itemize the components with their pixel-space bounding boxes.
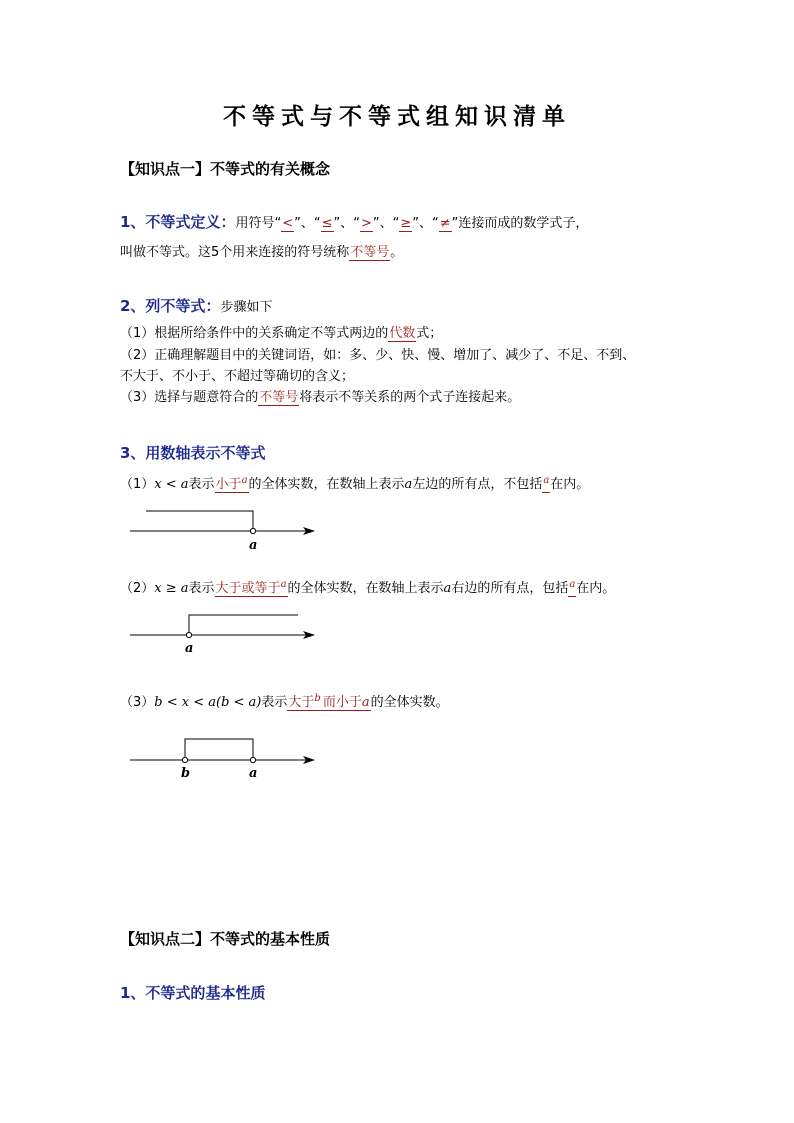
case-text: 表示: [188, 581, 215, 596]
variable-a: a: [280, 579, 287, 590]
period: 。: [390, 245, 404, 260]
definition-heading: 1、不等式定义：: [120, 213, 236, 231]
list-heading-tail: 步骤如下: [220, 300, 273, 315]
case-text: 在内。: [576, 581, 616, 596]
case-text: 表示: [261, 695, 288, 710]
list-item-text: （3）选择与题意符合的: [120, 390, 259, 405]
variable-b: b: [314, 693, 321, 704]
symbol-le: ≤: [321, 216, 333, 231]
blank-text: 小于: [215, 477, 242, 492]
case-3-formula: b < x < a: [154, 695, 216, 710]
definition-text-tail: ”连接而成的数学式子，: [451, 216, 589, 231]
variable-a: a: [543, 475, 550, 486]
number-line-3-label-a: a: [249, 766, 258, 781]
section-header-kp1: 【知识点一】不等式的有关概念: [120, 160, 331, 178]
symbol-ge: ≥: [400, 216, 412, 231]
case-2-formula: x ≥ a: [154, 581, 189, 596]
number-line-2-label-a: a: [185, 641, 194, 656]
number-line-heading: 3、用数轴表示不等式: [120, 444, 266, 462]
point-b: [182, 757, 187, 762]
list-item-text: 式；: [416, 326, 443, 341]
blank-text: 大于或等于: [215, 581, 281, 596]
list-item-2: （2）正确理解题目中的关键词语，如：多、少、快、慢、增加了、减少了、不足、不到、: [120, 348, 636, 363]
variable-a: a: [569, 579, 576, 590]
variable-a: a: [361, 695, 370, 710]
number-line-3: [130, 739, 314, 763]
case-text: 的全体实数，在数轴上表示: [248, 477, 405, 492]
separator: ”、“: [333, 216, 360, 231]
case-text: 的全体实数，在数轴上表示: [287, 581, 444, 596]
point-a: [250, 757, 255, 762]
list-item-text: （1）根据所给条件中的关系确定不等式两边的: [120, 326, 389, 341]
case-text: 右边的所有点，包括: [451, 581, 569, 596]
blank-text: 大于: [288, 695, 315, 710]
definition-text: 用符号“: [235, 216, 282, 231]
number-line-1-label-a: a: [249, 538, 258, 553]
blank-algebraic: 代数: [389, 326, 416, 341]
list-item-2-continued: 不大于、不小于、不超过等确切的含义；: [120, 369, 355, 384]
number-line-3-label-b: b: [181, 766, 191, 781]
separator: ”、“: [372, 216, 400, 231]
case-number: （3）: [120, 695, 155, 710]
list-item-text: 将表示不等关系的两个式子连接起来。: [299, 390, 521, 405]
symbol-lt: <: [282, 216, 294, 231]
symbol-ne: ≠: [439, 216, 451, 231]
case-1-formula: x < a: [154, 477, 189, 492]
definition-text-2: 叫做不等式。这5个用来连接的符号统称: [120, 245, 350, 260]
list-heading: 2、列不等式：: [120, 297, 221, 315]
blank-text: 而小于: [322, 695, 362, 710]
case-text: 的全体实数。: [370, 695, 449, 710]
case-number: （1）: [120, 477, 155, 492]
section-header-kp2: 【知识点二】不等式的基本性质: [120, 930, 331, 948]
symbol-gt: >: [360, 216, 372, 231]
number-line-1: [130, 511, 314, 534]
number-line-2: [130, 615, 314, 638]
basic-properties-heading: 1、不等式的基本性质: [120, 984, 266, 1002]
blank-inequality-sign-2: 不等号: [259, 390, 299, 405]
blank-inequality-sign: 不等号: [350, 245, 390, 260]
open-point-a: [250, 528, 255, 533]
separator: ”、“: [412, 216, 439, 231]
variable-a: a: [404, 477, 413, 492]
variable-a: a: [241, 475, 248, 486]
case-text: 在内。: [550, 477, 590, 492]
separator: ”、“: [294, 216, 321, 231]
case-3-condition: (b < a): [216, 695, 262, 710]
case-number: （2）: [120, 581, 155, 596]
case-text: 左边的所有点，不包括: [412, 477, 543, 492]
case-text: 表示: [188, 477, 215, 492]
closed-point-a: [186, 632, 191, 637]
page-title: 不等式与不等式组知识清单: [223, 103, 571, 130]
variable-a: a: [443, 581, 452, 596]
